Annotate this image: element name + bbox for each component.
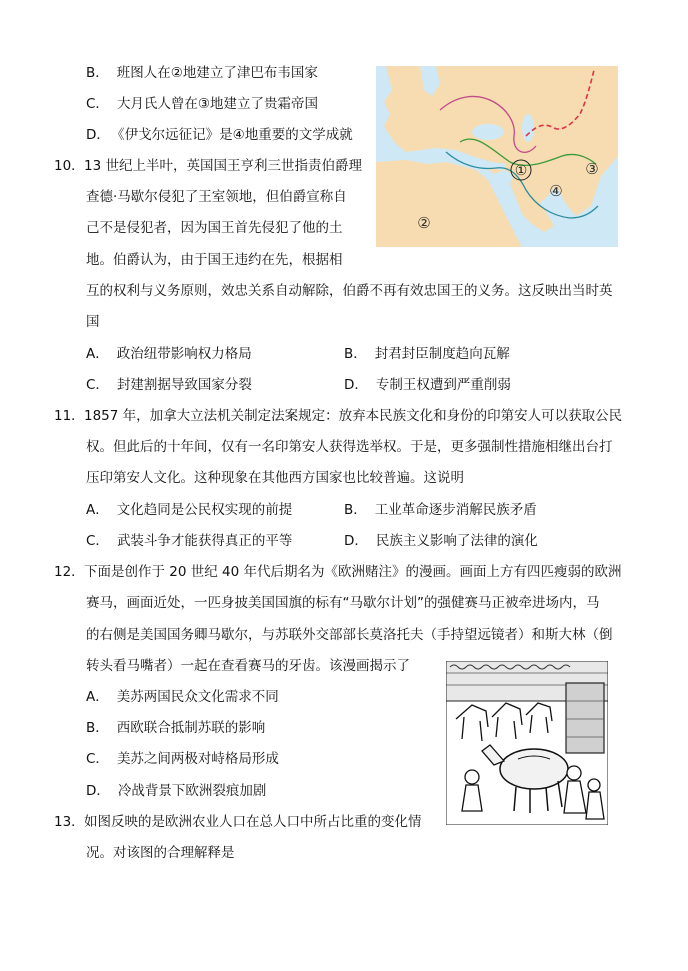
q11-option-c: C． 武装斗争才能获得真正的平等 bbox=[86, 533, 293, 549]
map-marker-2 bbox=[417, 214, 430, 232]
q13-line-2: 况。对该图的合理解释是 bbox=[86, 845, 235, 861]
q10-option-a: A． 政治纽带影响权力格局 bbox=[86, 346, 252, 362]
q12-number: 12． bbox=[54, 564, 85, 580]
svg-text:④: ④ bbox=[549, 182, 563, 200]
map-marker-4 bbox=[549, 182, 562, 200]
q12-option-b: B． 西欧联合抵制苏联的影响 bbox=[86, 720, 266, 736]
q10-line-6: 国 bbox=[86, 314, 100, 330]
european-stakes-cartoon bbox=[446, 661, 608, 825]
q11-number: 11． bbox=[54, 408, 85, 424]
svg-text:②: ② bbox=[417, 214, 431, 232]
q12-line-2: 赛马，画面近处，一匹身披美国国旗的标有“马歇尔计划”的强健赛马正被牵进场内，马 bbox=[86, 595, 600, 611]
q9-option-d: D． 《伊戈尔远征记》是④地重要的文学成就 bbox=[86, 127, 353, 143]
q11-line-3: 压印第安人文化。这种现象在其他西方国家也比较普遍。这说明 bbox=[86, 470, 464, 486]
q12-option-d: D． 冷战背景下欧洲裂痕加剧 bbox=[86, 783, 267, 799]
q12-option-c: C． 美苏之间两极对峙格局形成 bbox=[86, 751, 279, 767]
q12-option-a: A． 美苏两国民众文化需求不同 bbox=[86, 689, 279, 705]
map-marker-3 bbox=[585, 160, 598, 178]
q13-line-1: 如图反映的是欧洲农业人口在总人口中所占比重的变化情 bbox=[84, 814, 422, 830]
q10-option-c: C． 封建割据导致国家分裂 bbox=[86, 377, 252, 393]
q11-line-1: 1857 年，加拿大立法机关制定法案规定：放弃本民族文化和身份的印第安人可以获取公民 bbox=[84, 408, 623, 424]
svg-text:①: ① bbox=[514, 163, 528, 179]
cartoon-stable-door bbox=[566, 683, 604, 753]
q13-number: 13． bbox=[54, 814, 85, 830]
q10-line-4: 地。伯爵认为，由于国王违约在先，根据相 bbox=[86, 252, 343, 268]
q11-option-a: A． 文化趋同是公民权实现的前提 bbox=[86, 502, 293, 518]
q10-option-d: D． 专制王权遭到严重削弱 bbox=[344, 377, 511, 393]
map-black-sea bbox=[472, 124, 504, 140]
q10-number: 10． bbox=[54, 158, 85, 174]
q10-option-b: B． 封君封臣制度趋向瓦解 bbox=[344, 346, 510, 362]
q10-line-3: 己不是侵犯者，因为国王首先侵犯了他的土 bbox=[86, 220, 343, 236]
q10-line-2: 查德·马歇尔侵犯了王室领地，但伯爵宣称自 bbox=[86, 189, 347, 205]
q12-line-3: 的右侧是美国国务卿马歇尔，与苏联外交部部长莫洛托夫（手持望远镜者）和斯大林（倒 bbox=[86, 627, 613, 643]
historical-map-figure bbox=[376, 66, 618, 247]
q10-line-1: 13 世纪上半叶，英国国王亨利三世指责伯爵理 bbox=[84, 158, 362, 174]
q11-option-b: B． 工业革命逐步消解民族矛盾 bbox=[344, 502, 537, 518]
q9-option-c: C． 大月氏人曾在③地建立了贵霜帝国 bbox=[86, 96, 319, 112]
q12-line-1: 下面是创作于 20 世纪 40 年代后期名为《欧洲赌注》的漫画。画面上方有四匹瘦弱的欧洲 bbox=[84, 564, 622, 580]
q9-option-b: B． 班图人在②地建立了津巴布韦国家 bbox=[86, 65, 318, 81]
q11-line-2: 权。但此后的十年间，仅有一名印第安人获得选举权。于是，更多强制性措施相继出台打 bbox=[86, 439, 613, 455]
q12-line-4: 转头看马嘴者）一起在查看赛马的牙齿。该漫画揭示了 bbox=[86, 658, 410, 674]
q10-line-5: 互的权利与义务原则，效忠关系自动解除，伯爵不再有效忠国王的义务。这反映出当时英 bbox=[86, 283, 613, 299]
q11-option-d: D． 民族主义影响了法律的演化 bbox=[344, 533, 538, 549]
svg-text:③: ③ bbox=[585, 160, 599, 178]
map-caspian-sea bbox=[522, 114, 534, 142]
